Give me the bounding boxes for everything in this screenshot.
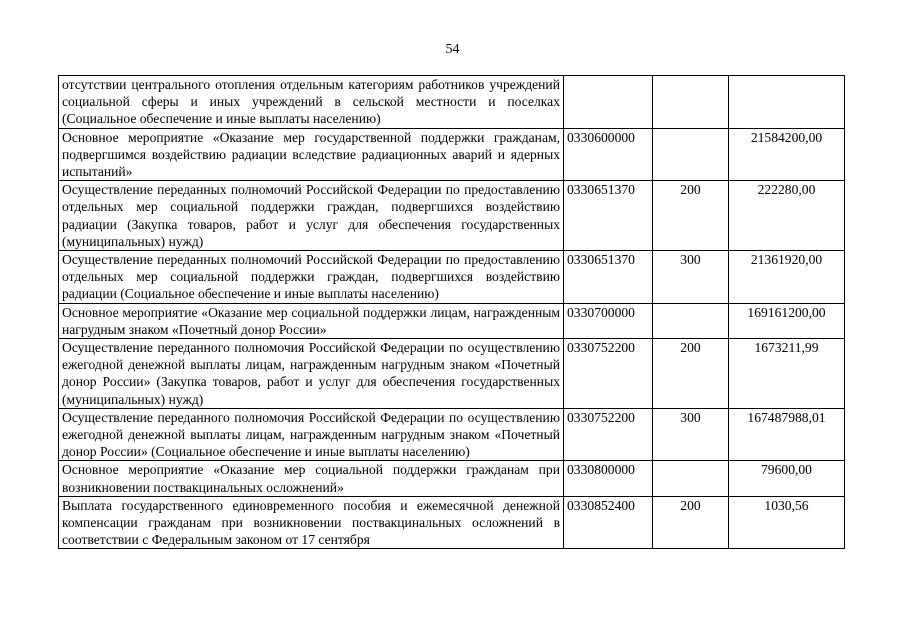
row-type: 300 <box>653 408 729 461</box>
row-sum: 167487988,01 <box>729 408 845 461</box>
row-sum: 1673211,99 <box>729 339 845 409</box>
row-type: 200 <box>653 339 729 409</box>
table-row <box>59 76 845 129</box>
row-name: Основное мероприятие «Оказание мер социальной поддержки гражданам при возникновении поствакцинальных осложнений» <box>59 461 564 496</box>
row-sum: 169161200,00 <box>729 303 845 338</box>
row-name: Выплата государственного единовременного пособия и ежемесячной денежной компенсации гражданам при возникновении поствакцинальных осложнений в соответствии с Федеральным законом от 17 сентября <box>59 496 564 549</box>
row-code: 0330800000 <box>564 461 653 496</box>
row-code <box>564 76 653 129</box>
table-row <box>59 496 845 549</box>
row-type <box>653 303 729 338</box>
row-code: 0330752200 <box>564 339 653 409</box>
row-type <box>653 128 729 181</box>
row-sum: 222280,00 <box>729 181 845 251</box>
row-name: Основное мероприятие «Оказание мер социальной поддержки лицам, награжденным нагрудным знаком «Почетный донор России» <box>59 303 564 338</box>
table-row <box>59 128 845 181</box>
row-name: отсутствии центрального отопления отдельным категориям работников учреждений социальной сферы и иных учреждений в сельской местности и поселках (Социальное обеспечение и иные выплаты населению) <box>59 76 564 129</box>
row-sum: 21361920,00 <box>729 251 845 304</box>
row-type <box>653 461 729 496</box>
row-sum: 1030,56 <box>729 496 845 549</box>
row-type: 200 <box>653 496 729 549</box>
row-name: Осуществление переданного полномочия Российской Федерации по осуществлению ежегодной денежной выплаты лицам, награжденным нагрудным знаком «Почетный донор России» (Социальное обеспечение и иные выплаты населению) <box>59 408 564 461</box>
table-row <box>59 461 845 496</box>
table-row <box>59 181 845 251</box>
row-name: Основное мероприятие «Оказание мер государственной поддержки гражданам, подвергшимся воздействию радиации вследствие радиационных аварий и ядерных испытаний» <box>59 128 564 181</box>
row-code: 0330852400 <box>564 496 653 549</box>
table-row <box>59 303 845 338</box>
row-code: 0330651370 <box>564 181 653 251</box>
budget-table <box>58 75 845 549</box>
table-row <box>59 408 845 461</box>
row-sum: 79600,00 <box>729 461 845 496</box>
row-code: 0330700000 <box>564 303 653 338</box>
row-sum <box>729 76 845 129</box>
row-sum: 21584200,00 <box>729 128 845 181</box>
page-number: 54 <box>445 42 460 57</box>
table-row <box>59 251 845 304</box>
row-code: 0330600000 <box>564 128 653 181</box>
row-name: Осуществление переданных полномочий Российской Федерации по предоставлению отдельных мер социальной поддержки граждан, подвергшихся воздействию радиации (Социальное обеспечение и иные выплаты населению) <box>59 251 564 304</box>
row-type: 200 <box>653 181 729 251</box>
row-type: 300 <box>653 251 729 304</box>
table-row <box>59 339 845 409</box>
row-type <box>653 76 729 129</box>
row-code: 0330752200 <box>564 408 653 461</box>
row-name: Осуществление переданных полномочий Российской Федерации по предоставлению отдельных мер социальной поддержки граждан, подвергшихся воздействию радиации (Закупка товаров, работ и услуг для обеспечения государственных (муниципальных) нужд) <box>59 181 564 251</box>
row-name: Осуществление переданного полномочия Российской Федерации по осуществлению ежегодной денежной выплаты лицам, награжденным нагрудным знаком «Почетный донор России» (Закупка товаров, работ и услуг для обеспечения государственных (муниципальных) нужд) <box>59 339 564 409</box>
row-code: 0330651370 <box>564 251 653 304</box>
